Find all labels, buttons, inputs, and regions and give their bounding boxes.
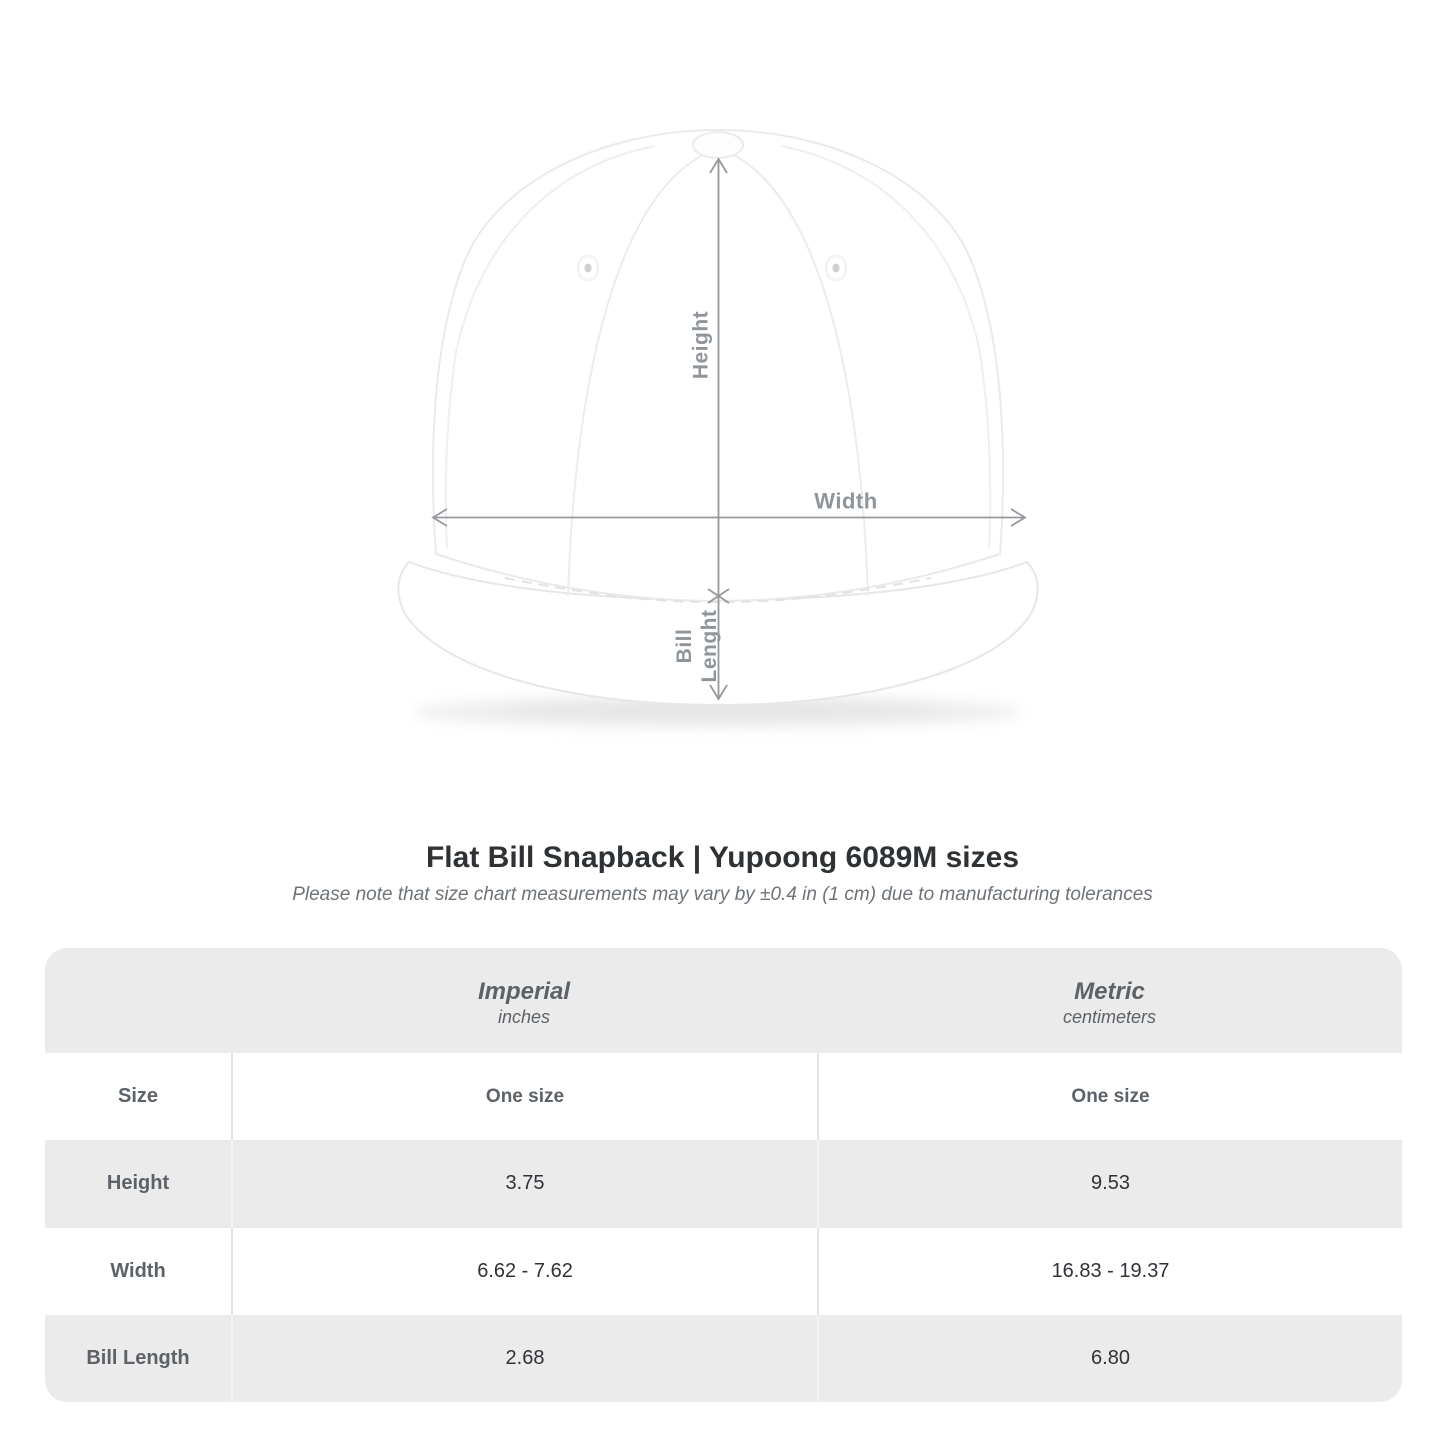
row-label-bill-length: Bill Length: [86, 1346, 190, 1369]
height-imperial-value: 3.75: [231, 1140, 817, 1227]
header-spacer-cell: [45, 948, 231, 1053]
top-button: [693, 132, 743, 158]
page-title: Flat Bill Snapback | Yupoong 6089M sizes: [425, 841, 1019, 874]
table-row-height: [45, 1140, 1402, 1227]
width-imperial-value: 6.62 - 7.62: [231, 1228, 817, 1315]
width-metric-value: 16.83 - 19.37: [817, 1228, 1402, 1315]
bill-length-metric-value: 6.80: [817, 1315, 1402, 1402]
size-imperial-value: One size: [231, 1053, 817, 1140]
bill-length-imperial-value: 2.68: [231, 1315, 817, 1402]
imperial-label: Imperial: [477, 977, 571, 1005]
header-metric: [817, 948, 1402, 1055]
height-dimension-label: Height: [689, 310, 713, 380]
header-imperial: [231, 948, 817, 1055]
bill-length-label-line2: Lenght: [698, 609, 721, 683]
bill-length-label-line1: Bill: [673, 628, 696, 664]
row-label-size: Size: [117, 1085, 159, 1108]
title-block: [0, 840, 1445, 907]
width-dimension-label: Width: [814, 488, 878, 514]
table-row-bill-length: [45, 1315, 1402, 1402]
table-header-row: [45, 948, 1402, 1053]
row-label-width: Width: [110, 1259, 166, 1282]
table-row-width: [45, 1228, 1402, 1315]
table-row-size: [45, 1053, 1402, 1140]
size-metric-value: One size: [817, 1053, 1402, 1140]
bill-length-dimension-label: [672, 610, 722, 683]
tolerance-note: Please note that size chart measurements may vary by ±0.4 in (1 cm) due to manufacturing tolerances: [292, 884, 1153, 905]
row-label-height: Height: [106, 1172, 170, 1195]
metric-label: Metric: [1074, 977, 1145, 1005]
imperial-sublabel: inches: [497, 1006, 550, 1027]
size-table: [45, 948, 1402, 1402]
metric-sublabel: centimeters: [1062, 1006, 1157, 1027]
height-metric-value: 9.53: [817, 1140, 1402, 1227]
